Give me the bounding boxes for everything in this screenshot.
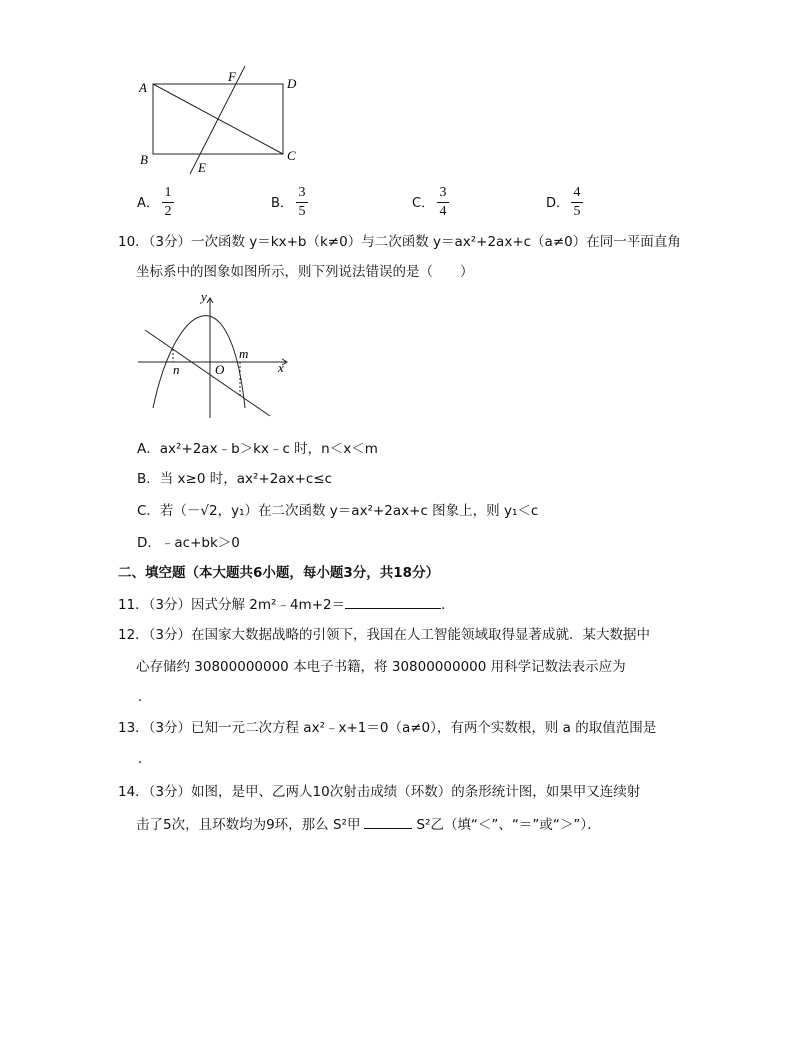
point-A-label: A xyxy=(139,80,147,95)
option-label: C． xyxy=(412,196,435,211)
q11-text: 11．（3分）因式分解 2m²﹣4m+2＝ xyxy=(118,597,346,613)
denominator: 5 xyxy=(573,204,581,219)
function-graph-figure xyxy=(135,288,295,423)
section-heading: 二、填空题（本大题共6小题，每小题3分，共18分） xyxy=(118,565,440,581)
q12-line3: ． xyxy=(138,689,152,705)
q14-line1: 14．（3分）如图，是甲、乙两人10次射击成绩（环数）的条形统计图，如果甲又连续射 xyxy=(118,784,641,800)
q10-option-c: C．若（－√2，y₁）在二次函数 y＝ax²+2ax+c 图象上，则 y₁＜c xyxy=(137,503,539,519)
m-label: m xyxy=(239,346,249,361)
x-axis-label: x xyxy=(278,360,284,375)
point-C-label: C xyxy=(287,148,296,163)
numerator: 1 xyxy=(164,185,172,200)
point-F-label: F xyxy=(228,69,236,84)
q14-variance-b: S²乙 xyxy=(416,817,444,833)
q11 xyxy=(118,594,455,615)
y-axis-label: y xyxy=(201,289,207,304)
q9-option-d xyxy=(546,192,569,211)
q13-line1: 13．（3分）已知一元二次方程 ax²﹣x+1＝0（a≠0），有两个实数根，则 a 的取值范围是 xyxy=(118,720,657,736)
n-label: n xyxy=(173,362,180,377)
q9-option-b-fraction xyxy=(296,185,308,220)
point-B-label: B xyxy=(140,152,148,167)
denominator: 5 xyxy=(298,204,306,219)
origin-label: O xyxy=(215,362,225,377)
q10-option-a: A．ax²+2ax﹣b＞kx﹣c 时，n＜x＜m xyxy=(137,441,378,457)
q9-option-c-fraction xyxy=(437,185,449,220)
q13-line2: ． xyxy=(138,751,152,767)
q14-text-pre: 击了5次，且环数均为9环，那么 S²甲 xyxy=(136,817,361,833)
q9-option-c xyxy=(412,192,434,211)
q12-line2: 心存储约 30800000000 本电子书籍，将 30800000000 用科学记数法表示应为 xyxy=(136,659,626,675)
option-label: B． xyxy=(271,196,293,211)
q10-line1: 10．（3分）一次函数 y＝kx+b（k≠0）与二次函数 y＝ax²+2ax+c（a≠0）在同一平面直角 xyxy=(118,234,681,250)
point-D-label: D xyxy=(287,76,297,91)
q11-answer-blank[interactable] xyxy=(345,594,441,609)
q9-option-a-fraction xyxy=(162,185,174,220)
numerator: 4 xyxy=(573,185,581,200)
q9-option-a xyxy=(137,192,159,211)
q9-option-b xyxy=(271,192,293,211)
q14-line2 xyxy=(136,814,601,835)
q10-option-b: B．当 x≥0 时，ax²+2ax+c≤c xyxy=(137,471,333,487)
numerator: 3 xyxy=(298,185,306,200)
denominator: 4 xyxy=(439,204,447,219)
numerator: 3 xyxy=(439,185,447,200)
option-label: A． xyxy=(137,196,159,211)
q10-option-d: D．﹣ac+bk＞0 xyxy=(137,535,240,551)
point-E-label: E xyxy=(198,160,206,175)
q14-text-post: （填“＜”、“＝”或“＞”）． xyxy=(443,817,601,833)
rectangle-figure xyxy=(130,62,310,178)
q12-line1: 12．（3分）在国家大数据战略的引领下，我国在人工智能领域取得显著成就．某大数据中 xyxy=(118,627,651,643)
q9-option-d-fraction xyxy=(571,185,583,220)
q10-line2: 坐标系中的图象如图所示，则下列说法错误的是（ ） xyxy=(136,264,474,280)
q11-end: ． xyxy=(441,597,455,613)
q14-answer-blank[interactable] xyxy=(364,814,412,829)
option-label: D． xyxy=(546,196,570,211)
denominator: 2 xyxy=(164,204,172,219)
